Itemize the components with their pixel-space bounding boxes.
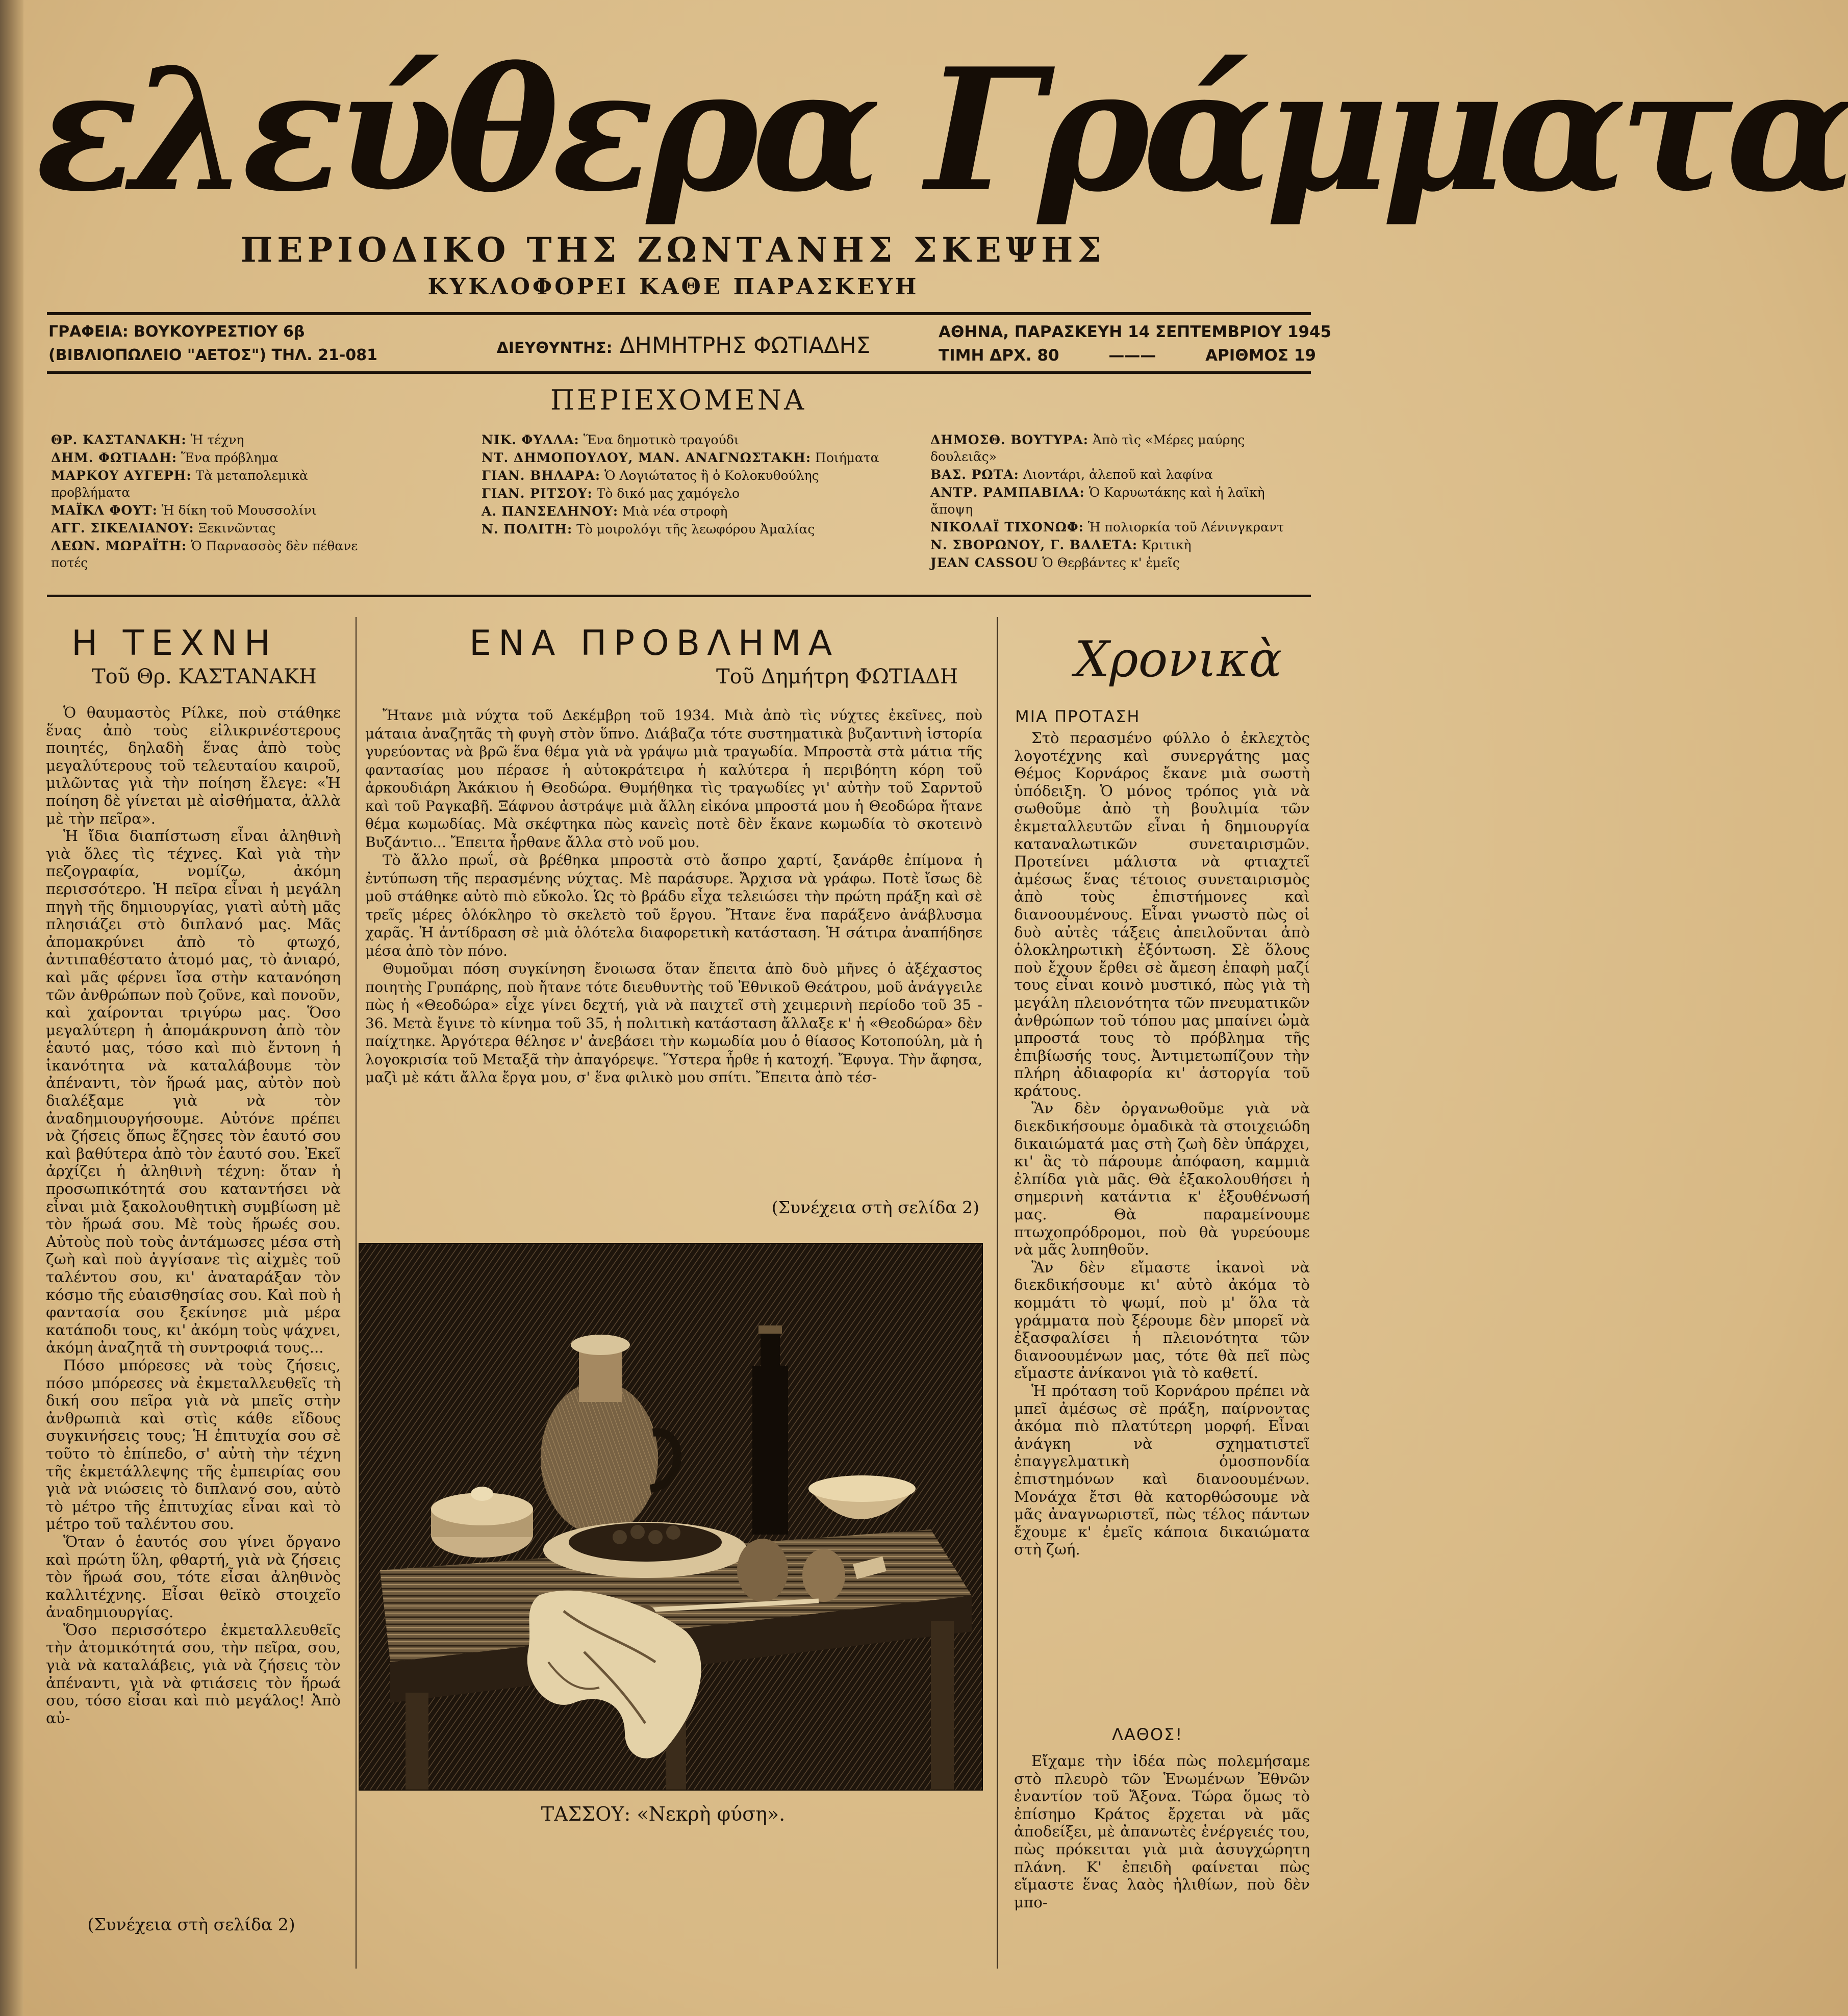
paragraph: Ὁ θαυμαστὸς Ρίλκε, ποὺ στάθηκε ἕνας ἀπὸ τοὺς εἰλικρινέστερους ποιητές, δηλαδὴ ἕνας ἀπὸ τοὺς μεγαλύτερους τοῦ τελευταίου καιροῦ, μιλῶντας γιὰ τὴν ποίηση ἔλεγε: «Ἡ ποίηση δὲ γίνεται μὲ αἰσθήματα, ἀλλὰ μὲ τὴν πεῖρα».	[46, 704, 341, 827]
article1-body	[46, 704, 341, 1943]
toc-author: JEAN CASSOU	[930, 555, 1039, 570]
toc-author: Α. ΠΑΝΣΕΛΗΝΟΥ:	[482, 504, 619, 519]
toc-entry	[930, 484, 1308, 518]
toc-entry	[482, 467, 879, 484]
toc-entry	[51, 538, 377, 571]
toc-author: ΓΙΑΝ. ΡΙΤΣΟΥ:	[482, 486, 593, 501]
paragraph: Εἴχαμε τὴν ἰδέα πὼς πολεμήσαμε στὸ πλευρὸ τῶν Ἑνωμένων Ἐθνῶν ἐναντίον τοῦ Ἄξονα. Τώρα ὅμως τὸ ἐπίσημο Κράτος ἔρχεται νὰ μᾶς ἀποδείξει, μὲ ἀπανωτὲς ἐνέργειές του, πὼς πρόκειται γιὰ μιὰ ἀσυγχώρητη πλάνη. Κ' ἐπειδὴ φαίνεται πὼς εἴμαστε ἕνας λαὸς ἠλιθίων, ποὺ δὲν μπο-	[1014, 1752, 1310, 1911]
toc-title: Ξεκινῶντας	[198, 521, 276, 535]
toc-entry	[482, 449, 879, 466]
toc-title: Ἡ δίκη τοῦ Μουσσολίνι	[161, 503, 317, 518]
toc-entry	[930, 519, 1308, 535]
toc-entry	[51, 449, 377, 466]
toc-entry	[51, 502, 377, 519]
toc-title: Τὰ μεταπολεμικὰ προβλήματα	[51, 468, 308, 500]
header-bookstore: (ΒΙΒΛΙΟΠΩΛΕΙΟ "ΑΕΤΟΣ") ΤΗΛ. 21-081	[48, 346, 377, 364]
toc-entry	[930, 466, 1308, 483]
toc-title: Ἕνα πρόβλημα	[181, 450, 279, 465]
paragraph: Ὅταν ὁ ἑαυτός σου γίνει ὄργανο καὶ πρώτη ὕλη, φθαρτή, γιὰ νὰ ζήσεις τὸν ἥρωά σου, τότε εἶσαι ἀληθινὸς καλλιτέχνης. Εἶσαι θεϊκὸ στοιχεῖο ἀναδημιουργίας.	[46, 1533, 341, 1621]
issue-date: ΑΘΗΝΑ, ΠΑΡΑΣΚΕΥΗ 14 ΣΕΠΤΕΜΒΡΙΟΥ 1945	[939, 323, 1332, 341]
masthead-frequency: ΚΥΚΛΟΦΟΡΕΙ ΚΑΘΕ ΠΑΡΑΣΚΕΥΗ	[427, 274, 919, 300]
toc-entry	[51, 431, 377, 448]
still-life-illustration	[359, 1243, 983, 1791]
toc-author: ΒΑΣ. ΡΩΤΑ:	[930, 467, 1019, 482]
toc-title: Ἡ πολιορκία τοῦ Λένινγκραντ	[1087, 520, 1284, 534]
issue-number: ΑΡΙΘΜΟΣ 19	[1205, 346, 1316, 365]
toc-entry	[930, 431, 1308, 465]
price-dash: ———	[1108, 346, 1156, 365]
article1-continued: (Συνέχεια στὴ σελίδα 2)	[87, 1915, 295, 1934]
toc-author: ΑΝΤΡ. ΡΑΜΠΑΒΙΛΑ:	[930, 485, 1085, 500]
contents-bottom-rule	[47, 595, 1311, 597]
toc-author: ΓΙΑΝ. ΒΗΛΑΡΑ:	[482, 468, 601, 483]
article2-title: ΕΝΑ ΠΡΟΒΛΗΜΑ	[469, 623, 840, 664]
toc-entry	[930, 537, 1308, 553]
toc-title: Ἕνα δημοτικὸ τραγούδι	[583, 432, 739, 447]
header-offices	[48, 320, 406, 367]
toc-entry	[51, 520, 377, 537]
article2-continued: (Συνέχεια στὴ σελίδα 2)	[771, 1197, 979, 1217]
toc-title: Ὁ Λογιώτατος ἢ ὁ Κολοκυθούλης	[604, 468, 819, 483]
illustration-caption: ΤΑΣΣΟΥ: «Νεκρὴ φύση».	[541, 1803, 786, 1825]
toc-title: Μιὰ νέα στροφὴ	[622, 504, 728, 519]
toc-title: Ὁ Καρυωτάκης καὶ ἡ λαϊκὴ ἄποψη	[930, 485, 1265, 517]
toc-title: Ἀπὸ τὶς «Μέρες μαύρης δουλειᾶς»	[930, 432, 1245, 464]
toc-author: ΘΡ. ΚΑΣΤΑΝΑΚΗ:	[51, 432, 187, 447]
header-bottom-rule	[47, 371, 1311, 374]
toc-author: ΔΗΜ. ΦΩΤΙΑΔΗ:	[51, 450, 178, 465]
toc-author: ΛΕΩΝ. ΜΩΡΑΪΤΗ:	[51, 539, 187, 553]
chronika-section2-body	[1014, 1752, 1310, 1946]
article1-byline: Τοῦ Θρ. ΚΑΣΤΑΝΑΚΗ	[92, 665, 317, 688]
toc-author: Ν. ΣΒΟΡΩΝΟΥ, Γ. ΒΑΛΕΤΑ:	[930, 538, 1138, 552]
paragraph: Ἂν δὲν εἴμαστε ἱκανοὶ νὰ διεκδικήσουμε κι' αὐτὸ ἀκόμα τὸ κομμάτι τὸ ψωμί, ποὺ μ' ὅλα τὰ γράμματα ποὺ ξέρουμε δὲν μπορεῖ νὰ ἐξασφαλίσει ἡ πλειονότητα τῶν διανοουμένων μας, τότε θὰ πεῖ πὼς εἴμαστε ἀνίκανοι γιὰ τὸ καθετί.	[1014, 1258, 1310, 1382]
toc-title: Ποιήματα	[815, 450, 879, 465]
toc-title: Λιοντάρι, ἀλεποῦ καὶ λαφίνα	[1023, 467, 1213, 482]
toc-entry	[482, 431, 879, 448]
paragraph: Ἤτανε μιὰ νύχτα τοῦ Δεκέμβρη τοῦ 1934. Μιὰ ἀπὸ τὶς νύχτες ἐκεῖνες, ποὺ μάταια ἀναζητᾶς τὴ φυγὴ στὸν ὕπνο. Διάβαζα τότε συστηματικὰ βυζαντινὴ ἱστορία γυρεύοντας νὰ βρῶ ἕνα θέμα γιὰ νὰ γράψω μιὰ τραγωδία. Μπροστὰ στὰ μάτια τῆς φαντασίας μου πέρασε ἡ αὐτοκράτειρα ἡ καλύτερα ἡ περιβόητη κόρη τοῦ ἀρκουδιάρη Ἀκάκιου ἡ Θεοδώρα. Θυμήθηκα τὶς τραγωδίες γι' αὐτὴν τοῦ Σαρντοῦ καὶ τοῦ Ραγκαβῆ. Ξάφνου ἀστράψε μιὰ ἄλλη εἰκόνα μπροστά μου ἡ Θεοδώρα ἤτανε θέμα κωμωδίας. Μὰ σκέφτηκα πὼς κανεὶς ποτὲ δὲν ἔκανε κωμωδία τὸ σκοτεινὸ Βυζάντιο... Ἔπειτα ἦρθανε ἄλλα στὸ νοῦ μου.	[365, 707, 982, 851]
toc-entry	[930, 554, 1308, 571]
paragraph: Στὸ περασμένο φύλλο ὁ ἐκλεχτὸς λογοτέχνης καὶ συνεργάτης μας Θέμος Κορνάρος ἔκανε μιὰ σωστὴ ὑπόδειξη. Ὁ μόνος τρόπος γιὰ νὰ σωθοῦμε ἀπὸ τὴ βουλιμία τῶν ἐκμεταλλευτῶν εἶναι ἡ δημιουργία καταναλωτικῶν συνεταιρισμῶν. Προτείνει μάλιστα νὰ φτιαχτεῖ ἀμέσως ἕνας τέτοιος συνεταιρισμὸς ἀπὸ τοὺς ἐπιστήμονες καὶ διανοουμένους. Εἶναι γνωστὸ πὼς οἱ δυὸ αὐτὲς τάξεις ἀπειλοῦνται ἀπὸ ὁλοκληρωτικὴ ἐξόντωση. Σὲ ὅλους ποὺ ἔχουν ἔρθει σὲ ἄμεση ἐπαφὴ μαζί τους εἶναι κοινὸ μυστικό, πὼς γιὰ τὴ μεγάλη πλειονότητα τῶν πνευματικῶν ἀνθρώπων τοῦ τόπου μας μπαίνει ὠμὰ μπροστά τους τὸ πρόβλημα τῆς ἐπιβίωσής τους. Ἀντιμετωπίζουν τὴν πλήρη ἀδιαφορία κι' ἀστοργία τοῦ κράτους.	[1014, 729, 1310, 1100]
toc-title: Ὁ Θερβάντες κ' ἐμεῖς	[1042, 555, 1180, 570]
director-label: ΔΙΕΥΘΥΝΤΗΣ:	[496, 339, 613, 357]
contents-title: ΠΕΡΙΕΧΟΜΕΝΑ	[550, 384, 807, 416]
toc-entry	[482, 503, 879, 520]
paragraph: Θυμοῦμαι πόση συγκίνηση ἔνοιωσα ὅταν ἔπειτα ἀπὸ δυὸ μῆνες ὁ ἀξέχαστος ποιητὴς Γρυπάρης, ποὺ ἤτανε τότε διευθυντὴς τοῦ Ἐθνικοῦ Θεάτρου, μοῦ ἀνάγγειλε πὼς ἡ «Θεοδώρα» εἶχε γίνει δεχτή, γιὰ νὰ παιχτεῖ στὴ χειμερινὴ περίοδο τοῦ 35 - 36. Μετὰ ἔγινε τὸ κίνημα τοῦ 35, ἡ πολιτικὴ κατάσταση ἄλλαξε κ' ἡ «Θεοδώρα» δὲν παίχτηκε. Ἀργότερα θέλησε ν' ἀνεβάσει τὴν κωμωδία μου ὁ θίασος Κοτοπούλη, μὰ ἡ λογοκρισία τοῦ Μεταξᾶ τὴν ἀπαγόρεψε. Ὕστερα ἦρθε ἡ κατοχή. Ἔφυγα. Τὴν ἄφησα, μαζὶ μὲ κάτι ἄλλα ἔργα μου, σ' ἕνα φιλικὸ μου σπίτι. Ἔπειτα ἀπὸ τέσ-	[365, 960, 982, 1086]
masthead-subtitle: ΠΕΡΙΟΔΙΚΟ ΤΗΣ ΖΩΝΤΑΝΗΣ ΣΚΕΨΗΣ	[240, 230, 1106, 270]
director-name: ΔΗΜΗΤΡΗΣ ΦΩΤΙΑΔΗΣ	[619, 333, 871, 359]
article1-title: Η ΤΕΧΝΗ	[71, 623, 277, 664]
toc-author: ΜΑΪΚΛ ΦΟΥΤ:	[51, 503, 158, 518]
paragraph: Τὸ ἄλλο πρωΐ, σὰ βρέθηκα μπροστὰ στὸ ἄσπρο χαρτί, ξανάρθε ἐπίμονα ἡ ἐντύπωση τῆς περασμένης νύχτας. Μὲ παράσυρε. Ἄρχισα νὰ γράφω. Ποτὲ ἴσως δὲ μοῦ στάθηκε αὐτὸ πιὸ εὔκολο. Ὡς τὸ βράδυ εἶχα τελειώσει τὴν πρώτη πράξη καὶ σὲ τρεῖς μέρες ὁλόκληρο τὸ σκελετὸ τοῦ ἔργου. Ἤτανε ἕνα παράξενο ἀνάβλυσμα χαρᾶς. Ἡ ἀντίδραση σὲ μιὰ ὁλότελα διαφορετικὴ κατάσταση. Ἡ σάτιρα ἀναπήδησε μέσα ἀπὸ τὸν πόνο.	[365, 852, 982, 959]
issue-price: ΤΙΜΗ ΔΡΧ. 80	[939, 346, 1059, 365]
toc-entry	[51, 467, 377, 501]
toc-title: Τὸ δικό μας χαμόγελο	[596, 486, 740, 501]
binding-spine	[0, 0, 23, 2016]
paragraph: Ἂν δὲν ὀργανωθοῦμε γιὰ νὰ διεκδικήσουμε ὁμαδικὰ τὰ στοιχειώδη δικαιώματά μας στὴ ζωὴ δὲν ὑπάρχει, κι' ἂς τὸ πάρουμε ἀπόφαση, καμμιὰ ἐλπίδα γιὰ μᾶς. Θὰ ἐξακολουθήσει ἡ σημερινὴ κατάντια κ' ἐξουθένωσή μας. Θὰ παραμείνουμε πτωχοπρόδρομοι, ποὺ θὰ γυρεύουμε νὰ μᾶς λυπηθοῦν.	[1014, 1100, 1310, 1259]
header-top-rule	[47, 312, 1311, 315]
chronika-section1-head: ΜΙΑ ΠΡΟΤΑΣΗ	[1015, 707, 1141, 726]
paragraph: Πόσο μπόρεσες νὰ τοὺς ζήσεις, πόσο μπόρεσες νὰ ἐκμεταλλευθεῖς τὴ δική σου πεῖρα γιὰ νὰ μπεῖς στὴν ἀνθρωπιὰ καὶ στὶς κάθε εἴδους συγκινήσεις τους; Ἡ ἐπιτυχία σου σὲ τοῦτο τὸ ἐπίπεδο, σ' αὐτὴ τὴν τέχνη τῆς ἐκμετάλλεψης τῆς ἐμπειρίας σου γιὰ νὰ νιώσεις τὸ διπλανό σου, αὐτὸ τὸ μέτρο τῆς ἐπιτυχίας εἶναι καὶ τὸ μέτρο τοῦ ταλέντου σου.	[46, 1356, 341, 1533]
toc-author: ΑΓΓ. ΣΙΚΕΛΙΑΝΟΥ:	[51, 521, 194, 535]
toc-column-3	[930, 431, 1308, 572]
chronika-section2-head: ΛΑΘΟΣ!	[1112, 1725, 1183, 1744]
toc-author: ΝΤ. ΔΗΜΟΠΟΥΛΟΥ, ΜΑΝ. ΑΝΑΓΝΩΣΤΑΚΗ:	[482, 450, 812, 465]
toc-author: ΝΙΚΟΛΑΪ ΤΙΧΟΝΩΦ:	[930, 520, 1084, 534]
paragraph: Ἡ ἴδια διαπίστωση εἶναι ἀληθινὴ γιὰ ὅλες τὶς τέχνες. Καὶ γιὰ τὴν πεζογραφία, νομίζω, ἀκόμη περισσότερο. Ἡ πεῖρα εἶναι ἡ μεγάλη πηγὴ τῆς δημιουργίας, γιατὶ αὐτὴ μᾶς πλησιάζει στὸ διπλανό μας. Μᾶς ἀπομακρύνει ἀπὸ τὸ φτωχό, ἀντιπαθέστατο ἀτομό μας, τὸ ἀνιαρό, καὶ μᾶς φέρνει ἴσα στὴν κατανόηση τῶν ἀνθρώπων ποὺ ζοῦνε, καὶ πονοῦν, καὶ χαίρονται τριγύρω μας. Ὅσο μεγαλύτερη ἡ ἀπομάκρυνση ἀπὸ τὸν ἑαυτό μας, τόσο καὶ πιὸ ἔντονη ἡ ἱκανότητα νὰ καταλάβουμε τὸν ἀπέναντι, τὸν ἥρωά μας, αὐτὸν ποὺ διαλέξαμε γιὰ νὰ τὸν ἀναδημιουργήσουμε. Αὐτόνε πρέπει νὰ ζήσεις ὅπως ἔζησες τὸν ἑαυτό σου καὶ βαθύτερα ἀπὸ τὸν ἑαυτό σου. Ἐκεῖ ἀρχίζει ἡ ἀληθινὴ τέχνη: ὅταν ἡ προσωπικότητά σου καταντήσει νὰ εἶναι μιὰ ξακολουθητικὴ συμβίωση μὲ τὸν ἥρωά σου. Μὲ τοὺς ἥρωές σου. Αὐτοὺς ποὺ τοὺς ἀντάμωσες μέσα στὴ ζωὴ καὶ ποὺ ἀγγίσανε τὶς αἰχμὲς τοῦ ταλέντου σου, κι' ἀναταράξαν τὸν κόσμο τῆς εὐαισθησίας σου. Καὶ ποὺ ἡ φαντασία σου ξεκίνησε μιὰ μέρα κατάποδι τους, κι' ἀκόμη τοὺς ψάχνει, ἀκόμη ἀναζητᾶ τὴ συντροφιά τους...	[46, 827, 341, 1357]
header-issue-info	[939, 320, 1332, 367]
toc-title: Ἡ τέχνη	[190, 432, 244, 447]
column-divider	[997, 617, 998, 1969]
masthead-title: ελεύθερα Γράμματα	[36, 31, 1848, 229]
column-divider	[356, 617, 357, 1969]
toc-author: ΝΙΚ. ΦΥΛΛΑ:	[482, 432, 579, 447]
toc-title: Τὸ μοιρολόγι τῆς λεωφόρου Ἀμαλίας	[576, 522, 815, 537]
header-director	[439, 331, 928, 363]
article2-byline: Τοῦ Δημήτρη ΦΩΤΙΑΔΗ	[716, 665, 958, 688]
paragraph: Ἡ πρόταση τοῦ Κορνάρου πρέπει νὰ μπεῖ ἀμέσως σὲ πράξη, παίρνοντας ἀκόμα πιὸ πλατύτερη μορφή. Εἶναι ἀνάγκη νὰ σχηματιστεῖ ἐπαγγελματικὴ ὁμοσπονδία ἐπιστημόνων καὶ διανοουμένων. Μονάχα ἔτσι θὰ κατορθώσουμε νὰ μᾶς ἀναγνωριστεῖ, πὼς τέλος πάντων ἔχουμε κ' ἐμεῖς κάποια δικαιώματα στὴ ζωή.	[1014, 1382, 1310, 1559]
article2-body	[365, 706, 982, 1188]
toc-title: Κριτικὴ	[1142, 538, 1192, 552]
toc-entry	[482, 521, 879, 538]
toc-entry	[482, 485, 879, 502]
chronika-title: Χρονικὰ	[1074, 631, 1282, 688]
header-offices-address: ΓΡΑΦΕΙΑ: ΒΟΥΚΟΥΡΕΣΤΙΟΥ 6β	[48, 323, 305, 341]
toc-column-1	[51, 431, 377, 572]
toc-author: ΔΗΜΟΣΘ. ΒΟΥΤΥΡΑ:	[930, 432, 1088, 447]
still-life-woodcut-image	[360, 1244, 982, 1790]
chronika-section1-body	[1014, 729, 1310, 1714]
toc-author: ΜΑΡΚΟΥ ΑΥΓΕΡΗ:	[51, 468, 192, 483]
paragraph: Ὅσο περισσότερο ἐκμεταλλευθεῖς τὴν ἀτομικότητά σου, τὴν πεῖρα, σου, γιὰ νὰ καταλάβεις, γιὰ νὰ ζήσεις τὸν ἀπέναντι, γιὰ νὰ φτιάσεις τὸν ἥρωά σου, τόσο εἶσαι καὶ πιὸ μεγάλος! Ἀπὸ αὐ-	[46, 1621, 341, 1727]
toc-column-2	[482, 431, 879, 539]
toc-author: Ν. ΠΟΛΙΤΗ:	[482, 522, 573, 537]
toc-title: Ὁ Παρνασσὸς δὲν πέθανε ποτές	[51, 539, 358, 570]
